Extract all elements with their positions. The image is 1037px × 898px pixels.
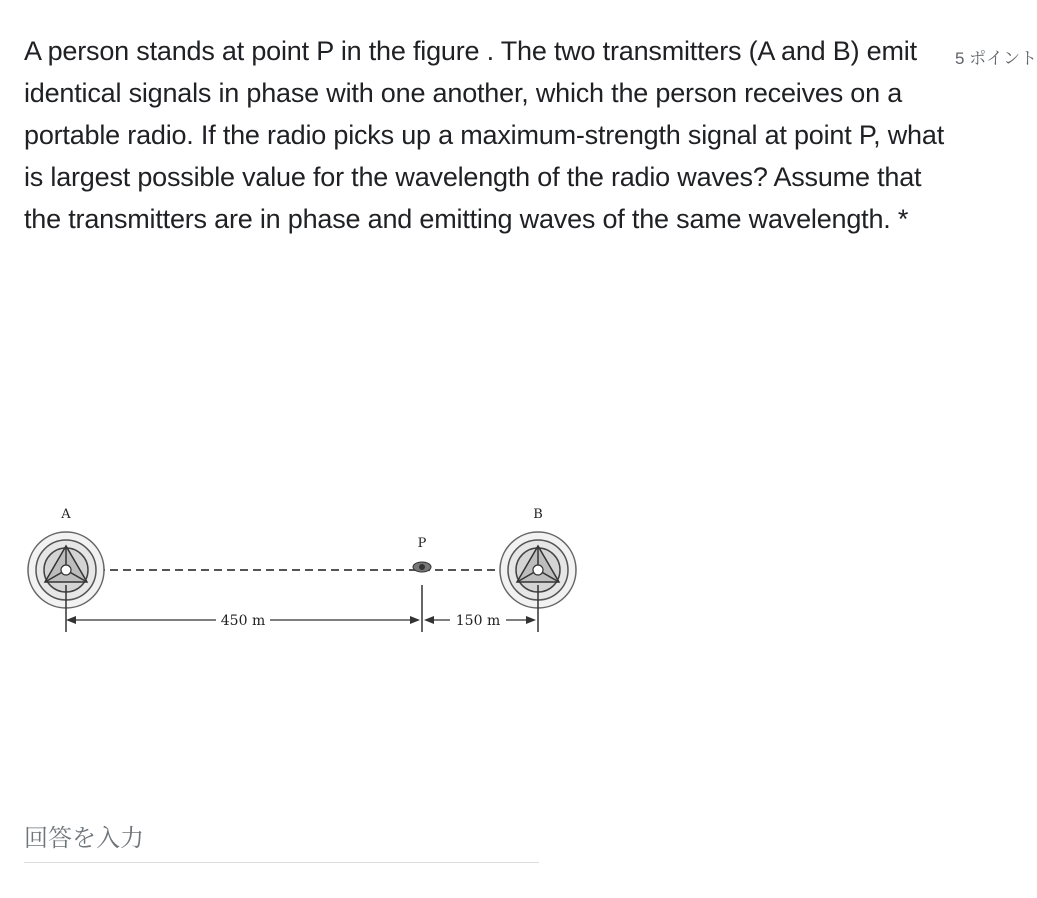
label-a: A: [61, 507, 71, 522]
label-b: B: [533, 507, 543, 522]
question-figure: [18, 470, 598, 800]
arrow-right-icon: [526, 616, 536, 624]
label-p: P: [417, 536, 427, 551]
points-label: 5 ポイント: [955, 49, 1037, 68]
answer-area: [24, 818, 539, 863]
required-asterisk: *: [897, 204, 909, 234]
arrow-left-icon: [66, 616, 76, 624]
question-text: A person stands at point P in the figure . The two transmitters (A and B) emit identical signals in phase with one another, which the person receives on a portable radio. If the radio picks up a maximum-strength signal at point P, what is largest possible value for the wavelength of the radio waves? Assume that the transmitters are in phase and emitting waves of the same wavelength.: [24, 36, 944, 234]
person-icon: [413, 562, 431, 572]
distance-pb-label: 150 m: [455, 613, 501, 629]
distance-ap-label: 450 m: [220, 613, 266, 629]
arrow-left-icon: [424, 616, 434, 624]
transmitter-diagram: [18, 470, 598, 800]
arrow-right-icon: [410, 616, 420, 624]
answer-input[interactable]: [24, 818, 539, 863]
question-title: [24, 30, 944, 240]
